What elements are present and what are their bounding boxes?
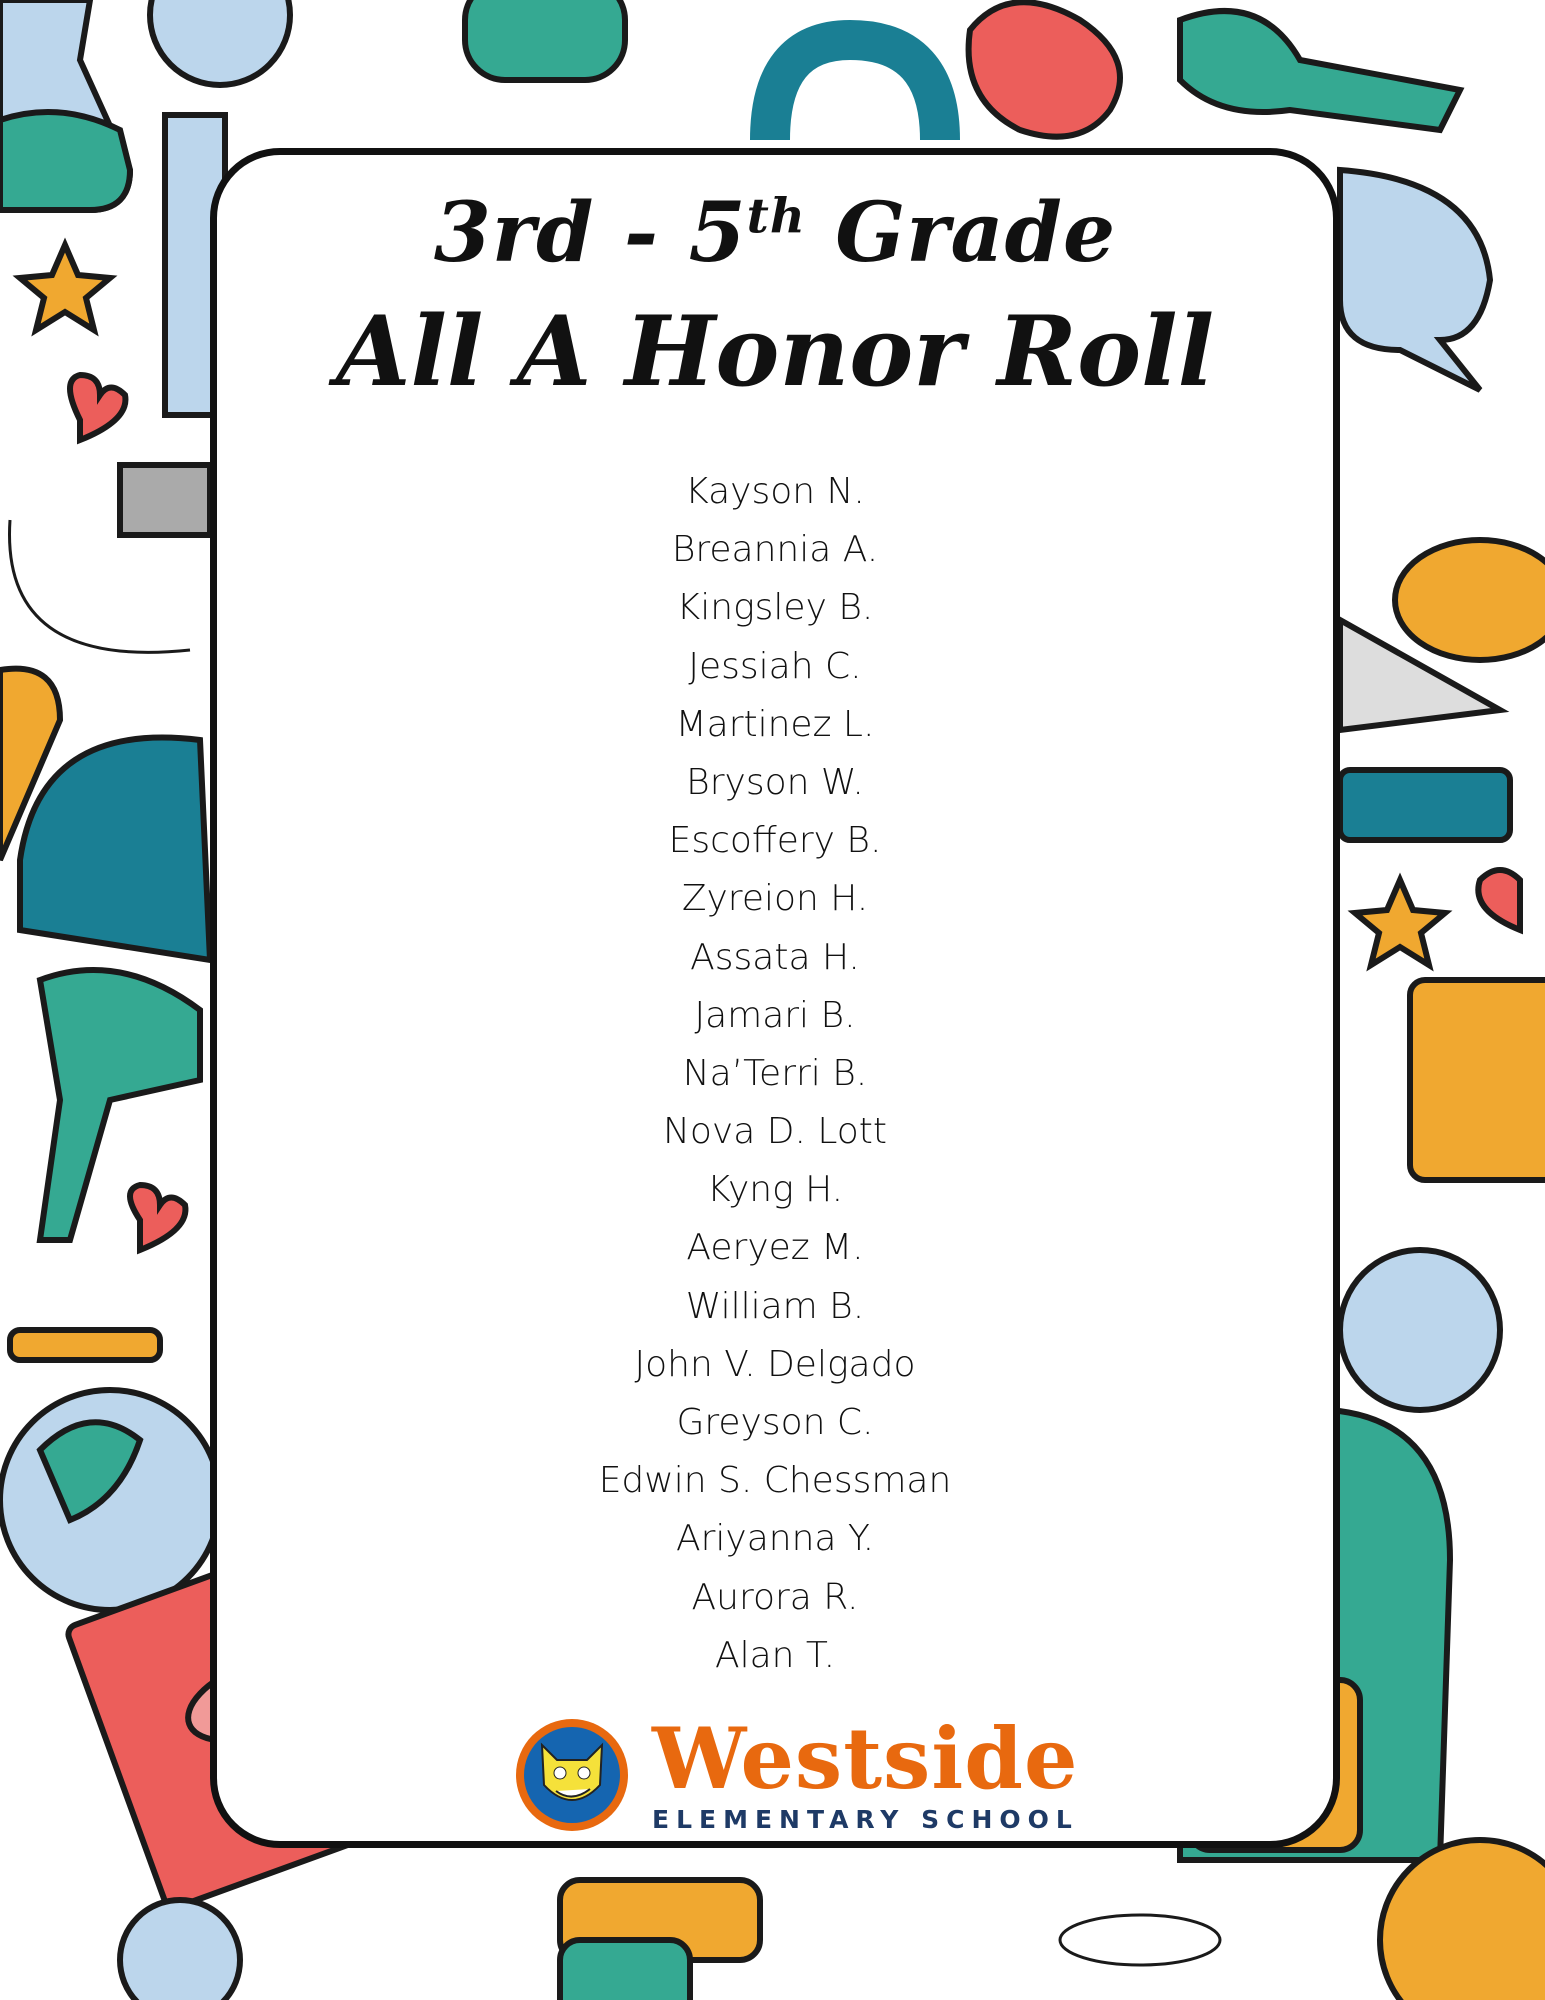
title-grade-word: Grade [805, 185, 1117, 281]
honor-roll-name: John V. Delgado [634, 1343, 916, 1385]
wildcat-mascot-icon [512, 1715, 632, 1835]
honor-roll-name: Martinez L. [675, 703, 875, 745]
honor-roll-name: Breannia A. [671, 529, 879, 571]
honor-roll-name: Assata H. [690, 936, 860, 978]
honor-roll-panel [210, 148, 1340, 1848]
title-grade [217, 185, 1333, 281]
protractor-icon [20, 738, 210, 961]
heart-icon [70, 375, 125, 440]
apple-icon [969, 2, 1120, 136]
football-icon [1395, 540, 1545, 660]
school-logo [512, 1708, 1079, 1835]
title-honor-roll: All A Honor Roll [335, 295, 1215, 408]
honor-roll-name: Escoffery B. [668, 820, 882, 862]
honor-roll-name: Greyson C. [676, 1402, 874, 1443]
speech-bubble-icon [1340, 170, 1490, 390]
honor-roll-name: Aeryez M. [686, 1227, 864, 1269]
names-list [217, 463, 1333, 1685]
pencil-icon [1340, 770, 1510, 840]
honor-roll-name: Nova D. Lott [662, 1111, 888, 1153]
school-subtitle: ELEMENTARY SCHOOL [652, 1804, 1079, 1834]
star-icon [20, 245, 110, 330]
honor-roll-name: Na’Terri B. [682, 1052, 868, 1094]
basketball-icon [1380, 1840, 1545, 2000]
honor-roll-name: Alan T. [714, 1634, 836, 1676]
honor-roll-name: Jessiah C. [688, 645, 862, 687]
honor-roll-name: Kingsley B. [676, 587, 874, 629]
honor-roll-name: Bryson W. [686, 761, 864, 803]
honor-roll-name: Kayson N. [685, 471, 865, 512]
honor-roll-name: Ariyanna Y. [675, 1518, 875, 1560]
honor-roll-name: Zyreion H. [681, 878, 869, 920]
honor-roll-name: Aurora R. [691, 1576, 859, 1618]
title-grade-suffix: th [746, 188, 806, 245]
honor-roll-name: Kyng H. [706, 1169, 844, 1211]
calculator-icon [1410, 980, 1545, 1180]
clock-icon [150, 0, 290, 85]
title-grade-text: 3rd - 5 [433, 185, 747, 281]
honor-roll-name: William B. [685, 1285, 865, 1327]
honor-roll-name: Edwin S. Chessman [598, 1460, 952, 1502]
school-name: Westside [652, 1708, 1079, 1808]
honor-roll-name: Jamari B. [694, 994, 856, 1036]
